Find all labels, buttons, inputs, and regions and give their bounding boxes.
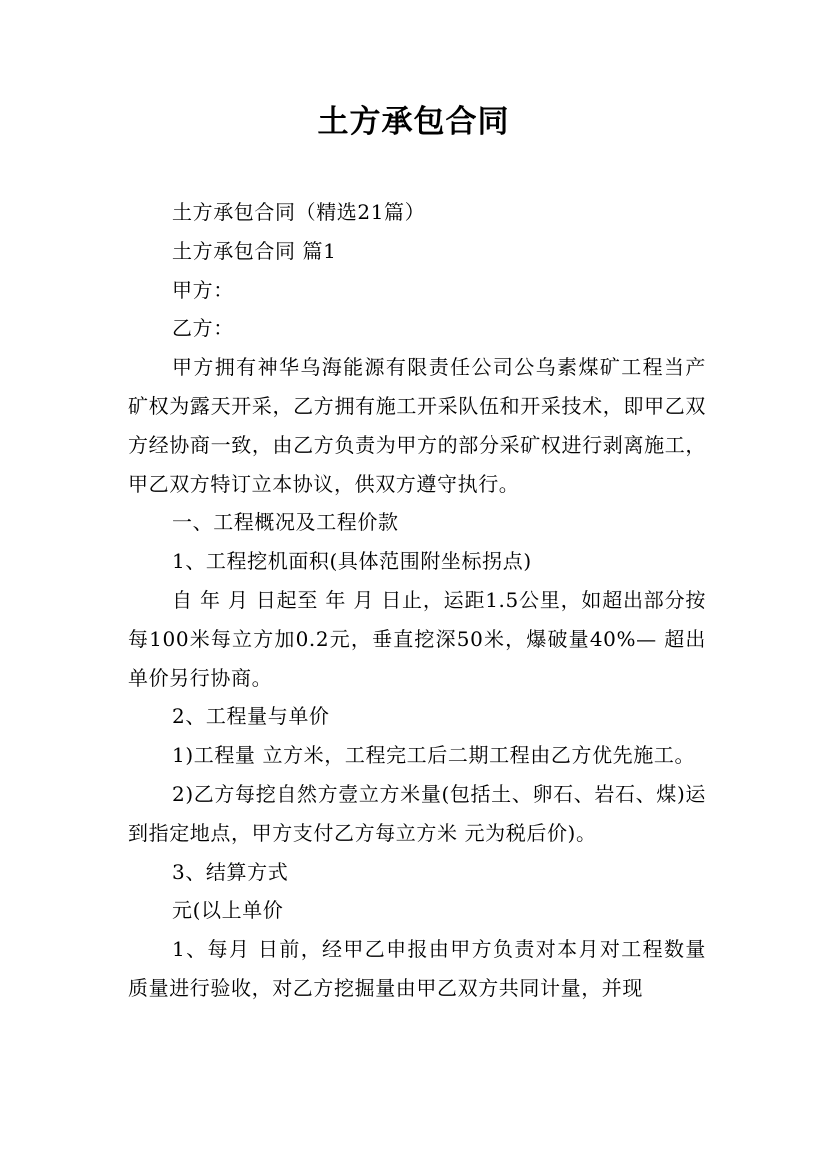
paragraph-clause-1-2-a: 1)工程量 立方米，工程完工后二期工程由乙方优先施工。 xyxy=(172,743,696,768)
paragraph-settlement-1: 1、每月 日前，经甲乙申报由甲方负责对本月对工程数量质量进行验收，对乙方挖掘量由甲乙双方共同计量，并现 xyxy=(128,937,706,1000)
paragraph-preamble: 甲方拥有神华乌海能源有限责任公司公乌素煤矿工程当产矿权为露天开采，乙方拥有施工开采队伍和开采技术，即甲乙双方经协商一致，由乙方负责为甲方的部分采矿权进行剥离施工，甲乙双方特订立本协议，供双方遵守执行。 xyxy=(128,355,706,496)
document-title: 土方承包合同 xyxy=(317,104,510,140)
paragraph-clause-1-3: 3、结算方式 xyxy=(172,859,289,884)
paragraph-clause-1-1-detail: 自 年 月 日起至 年 月 日止，运距1.5公里，如超出部分按每100米每立方加0.2元，垂直挖深50米，爆破量40%— 超出单价另行协商。 xyxy=(128,587,706,690)
paragraph-unit-price: 元(以上单价 xyxy=(172,898,284,923)
document-body xyxy=(128,193,706,1008)
paragraph-clause-1-2-b: 2)乙方每挖自然方壹立方米量(包括土、卵石、岩石、煤)运到指定地点，甲方支付乙方每立方米 元为税后价)。 xyxy=(128,781,706,845)
paragraph-party-a: 甲方： xyxy=(172,277,234,302)
paragraph-heading: 土方承包合同（精选21篇） xyxy=(172,200,426,224)
paragraph-clause-1-heading: 一、工程概况及工程价款 xyxy=(172,510,399,535)
paragraph-clause-1-2: 2、工程量与单价 xyxy=(172,704,330,729)
paragraph-section-title: 土方承包合同 篇1 xyxy=(172,238,337,263)
paragraph-party-b: 乙方： xyxy=(172,316,234,341)
paragraph-clause-1-1: 1、工程挖机面积(具体范围附坐标拐点) xyxy=(172,549,532,574)
